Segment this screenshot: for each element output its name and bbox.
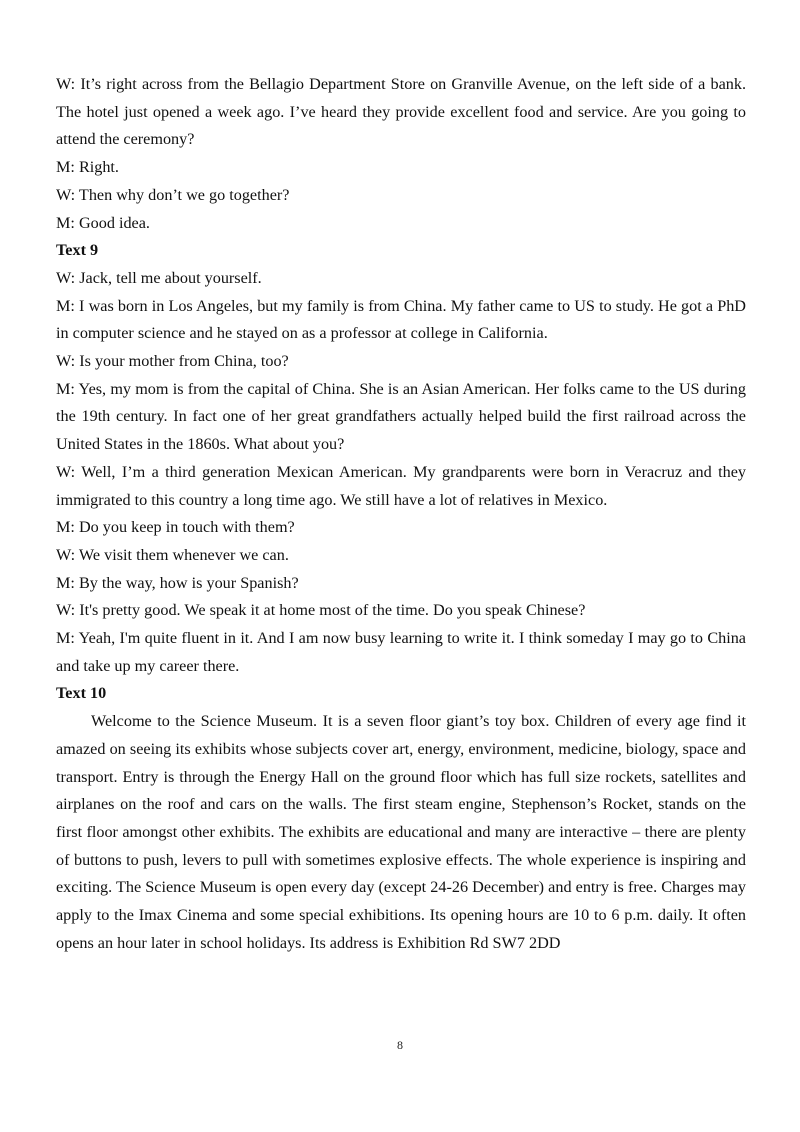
page-number: 8 xyxy=(397,1038,403,1052)
body-paragraph: Welcome to the Science Museum. It is a seven floor giant’s toy box. Children of every age find it amazed on seeing its exhibits whose subjects cover art, energy, environment, medicine, biology, space and transport. Entry is through the Energy Hall on the ground floor which has full size rockets, satellites and airplanes on the roof and cars on the walls. The first steam engine, Stephenson’s Rocket, stands on the first floor amongst other exhibits. The exhibits are educational and many are interactive – there are plenty of buttons to push, levers to pull with sometimes explosive effects. The whole experience is inspiring and exciting. The Science Museum is open every day (except 24-26 December) and entry is free. Charges may apply to the Imax Cinema and some special exhibitions. Its opening hours are 10 to 6 p.m. daily. It often opens an hour later in school holidays. Its address is Exhibition Rd SW7 2DD xyxy=(56,712,746,952)
dialogue-line: M: Good idea. xyxy=(56,213,150,232)
dialogue-line: W: Is your mother from China, too? xyxy=(56,352,289,371)
dialogue-line: W: It's pretty good. We speak it at home most of the time. Do you speak Chinese? xyxy=(56,601,586,620)
dialogue-line: M: Yes, my mom is from the capital of China. She is an Asian American. Her folks came to the US during the 19th century. In fact one of her great grandfathers actually helped build the first railroad across the United States in the 1860s. What about you? xyxy=(56,379,746,454)
section-heading-text-9: Text 9 xyxy=(56,241,99,260)
dialogue-line: M: Yeah, I'm quite fluent in it. And I am now busy learning to write it. I think someday I may go to China and take up my career there. xyxy=(56,629,746,675)
dialogue-line: M: Do you keep in touch with them? xyxy=(56,518,295,537)
dialogue-line: W: It’s right across from the Bellagio Department Store on Granville Avenue, on the left side of a bank. The hotel just opened a week ago. I’ve heard they provide excellent food and service. Are you going to attend the ceremony? xyxy=(56,75,746,149)
dialogue-line: W: Then why don’t we go together? xyxy=(56,185,290,204)
dialogue-line: W: Well, I’m a third generation Mexican American. My grandparents were born in Veracruz and they immigrated to this country a long time ago. We still have a lot of relatives in Mexico. xyxy=(56,462,746,509)
dialogue-line: M: I was born in Los Angeles, but my family is from China. My father came to US to study. He got a PhD in computer science and he stayed on as a professor at college in California. xyxy=(56,296,746,343)
dialogue-line: M: By the way, how is your Spanish? xyxy=(56,573,299,592)
dialogue-line: M: Right. xyxy=(56,158,119,177)
dialogue-line: W: Jack, tell me about yourself. xyxy=(56,268,262,287)
section-heading-text-10: Text 10 xyxy=(56,684,107,703)
document-page xyxy=(56,71,746,958)
dialogue-line: W: We visit them whenever we can. xyxy=(56,545,289,564)
